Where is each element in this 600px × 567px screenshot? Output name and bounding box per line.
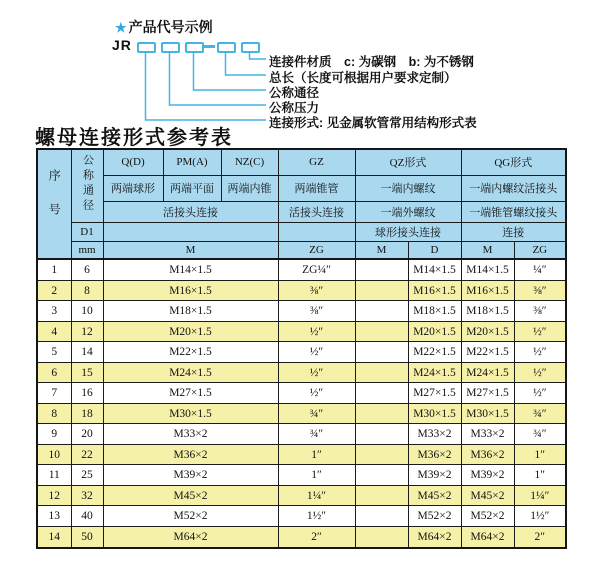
cell-no: 8: [37, 403, 71, 424]
cell-qz-d: M14×1.5: [408, 259, 461, 280]
cell-m: M45×2: [103, 485, 278, 506]
cell-qg-m: M45×2: [461, 485, 514, 506]
cell-dn: 15: [71, 362, 103, 383]
product-code-heading-text: 产品代号示例: [128, 19, 213, 35]
cell-qz-m: [355, 444, 408, 465]
table-row: [37, 301, 566, 322]
cell-qg-zg: ½″: [514, 362, 566, 383]
star-icon: ★: [115, 20, 127, 35]
header-qg-sub1: 一端内螺纹活接头: [461, 175, 566, 201]
header-d1: D1: [71, 222, 103, 241]
cell-dn: 6: [71, 259, 103, 280]
cell-dn: 25: [71, 465, 103, 486]
cell-qg-m: M18×1.5: [461, 301, 514, 322]
cell-qz-m: [355, 506, 408, 527]
cell-qg-m: M64×2: [461, 527, 514, 549]
cell-no: 14: [37, 527, 71, 549]
code-prefix: JR: [112, 37, 132, 53]
cell-m: M24×1.5: [103, 362, 278, 383]
cell-qz-d: M18×1.5: [408, 301, 461, 322]
table-row: [37, 362, 566, 383]
cell-qz-m: [355, 301, 408, 322]
cell-zg: ZG¼″: [278, 259, 355, 280]
header-qg-zg: ZG: [514, 241, 566, 259]
table-row: [37, 342, 566, 363]
header-qz-sub1: 一端内螺纹: [355, 175, 461, 201]
cell-dn: 18: [71, 403, 103, 424]
header-nz-sub: 两端内锥: [221, 175, 278, 201]
header-gz-huojietou: 活接头连接: [278, 201, 355, 222]
cell-qg-m: M16×1.5: [461, 280, 514, 301]
cell-qg-m: M33×2: [461, 424, 514, 445]
cell-m: M14×1.5: [103, 259, 278, 280]
nut-connection-table: [36, 148, 567, 549]
cell-qg-m: M39×2: [461, 465, 514, 486]
cell-m: M64×2: [103, 527, 278, 549]
cell-dn: 50: [71, 527, 103, 549]
cell-qz-d: M24×1.5: [408, 362, 461, 383]
cell-qz-d: M52×2: [408, 506, 461, 527]
table-row: [37, 403, 566, 424]
label-nominal-dia: 公称通径: [269, 86, 320, 100]
cell-qg-zg: ⅜″: [514, 280, 566, 301]
cell-no: 10: [37, 444, 71, 465]
cell-no: 4: [37, 321, 71, 342]
header-mm: mm: [71, 241, 103, 259]
header-gz-sub: 两端锥管: [278, 175, 355, 201]
cell-qz-m: [355, 527, 408, 549]
header-qg-sub2: 一端锥管螺纹接头: [461, 201, 566, 222]
cell-no: 1: [37, 259, 71, 280]
cell-m: M20×1.5: [103, 321, 278, 342]
cell-m: M39×2: [103, 465, 278, 486]
cell-qg-zg: 1¼″: [514, 485, 566, 506]
cell-zg: ⅜″: [278, 301, 355, 322]
cell-dn: 40: [71, 506, 103, 527]
header-qz-d: D: [408, 241, 461, 259]
cell-m: M33×2: [103, 424, 278, 445]
header-pm-sub: 两端平面: [163, 175, 221, 201]
cell-zg: ⅜″: [278, 280, 355, 301]
cell-qg-zg: 2″: [514, 527, 566, 549]
cell-m: M36×2: [103, 444, 278, 465]
cell-no: 7: [37, 383, 71, 404]
label-material: 连接件材质 c: 为碳钢 b: 为不锈钢: [269, 55, 474, 69]
cell-dn: 10: [71, 301, 103, 322]
cell-qz-d: M16×1.5: [408, 280, 461, 301]
table-row: [37, 506, 566, 527]
header-m-merged: M: [103, 241, 278, 259]
table-row: [37, 259, 566, 280]
cell-m: M30×1.5: [103, 403, 278, 424]
cell-dn: 16: [71, 383, 103, 404]
cell-qg-m: M14×1.5: [461, 259, 514, 280]
cell-dn: 32: [71, 485, 103, 506]
header-col-qg: QG形式: [461, 149, 566, 175]
cell-dn: 8: [71, 280, 103, 301]
header-zg-gz: ZG: [278, 241, 355, 259]
cell-zg: ¾″: [278, 424, 355, 445]
cell-qg-zg: ½″: [514, 383, 566, 404]
cell-qz-d: M33×2: [408, 424, 461, 445]
table-row: [37, 465, 566, 486]
header-qz-sub3: 球形接头连接: [355, 222, 461, 241]
cell-qg-m: M22×1.5: [461, 342, 514, 363]
cell-zg: ½″: [278, 342, 355, 363]
cell-no: 11: [37, 465, 71, 486]
header-gongchengtongjing: 公称通径: [71, 149, 103, 222]
label-nominal-press: 公称压力: [269, 101, 320, 115]
cell-qz-d: M20×1.5: [408, 321, 461, 342]
header-col-qz: QZ形式: [355, 149, 461, 175]
cell-qg-zg: ¾″: [514, 403, 566, 424]
cell-m: M16×1.5: [103, 280, 278, 301]
cell-zg: 1″: [278, 465, 355, 486]
cell-qg-zg: 1″: [514, 444, 566, 465]
cell-qg-zg: ½″: [514, 321, 566, 342]
cell-no: 6: [37, 362, 71, 383]
header-qz-m: M: [355, 241, 408, 259]
cell-qz-d: M27×1.5: [408, 383, 461, 404]
header-xuhao: 序号: [37, 149, 71, 259]
cell-zg: 2″: [278, 527, 355, 549]
cell-qz-m: [355, 424, 408, 445]
cell-qg-m: M52×2: [461, 506, 514, 527]
cell-zg: ½″: [278, 383, 355, 404]
cell-no: 2: [37, 280, 71, 301]
cell-qg-zg: ½″: [514, 342, 566, 363]
cell-qg-zg: 1″: [514, 465, 566, 486]
cell-qz-m: [355, 342, 408, 363]
cell-qg-zg: ¼″: [514, 259, 566, 280]
cell-dn: 14: [71, 342, 103, 363]
cell-qg-m: M30×1.5: [461, 403, 514, 424]
cell-qz-d: M64×2: [408, 527, 461, 549]
cell-m: M18×1.5: [103, 301, 278, 322]
header-col-q: Q(D): [103, 149, 163, 175]
cell-qg-m: M24×1.5: [461, 362, 514, 383]
table-row: [37, 280, 566, 301]
table-row: [37, 444, 566, 465]
cell-no: 9: [37, 424, 71, 445]
header-empty-gz: [278, 222, 355, 241]
cell-no: 12: [37, 485, 71, 506]
header-col-pm: PM(A): [163, 149, 221, 175]
cell-no: 5: [37, 342, 71, 363]
table-title: 螺母连接形式参考表: [35, 125, 233, 149]
header-q-sub: 两端球形: [103, 175, 163, 201]
header-empty-left: [103, 222, 278, 241]
table-row: [37, 424, 566, 445]
cell-qz-m: [355, 259, 408, 280]
cell-qg-m: M20×1.5: [461, 321, 514, 342]
cell-qz-d: M22×1.5: [408, 342, 461, 363]
cell-no: 13: [37, 506, 71, 527]
cell-qz-m: [355, 465, 408, 486]
cell-zg: 1½″: [278, 506, 355, 527]
cell-no: 3: [37, 301, 71, 322]
cell-qz-m: [355, 362, 408, 383]
cell-qz-d: M36×2: [408, 444, 461, 465]
table-row: [37, 383, 566, 404]
cell-zg: ½″: [278, 362, 355, 383]
cell-zg: ¾″: [278, 403, 355, 424]
cell-qz-m: [355, 403, 408, 424]
table-row: [37, 527, 566, 549]
header-col-gz: GZ: [278, 149, 355, 175]
header-qg-sub3: 连接: [461, 222, 566, 241]
cell-qg-m: M36×2: [461, 444, 514, 465]
cell-qg-zg: ⅜″: [514, 301, 566, 322]
cell-qz-m: [355, 383, 408, 404]
table-body: [37, 259, 566, 548]
cell-zg: 1¼″: [278, 485, 355, 506]
cell-qz-d: M39×2: [408, 465, 461, 486]
cell-m: M22×1.5: [103, 342, 278, 363]
cell-m: M52×2: [103, 506, 278, 527]
header-huojietou: 活接头连接: [103, 201, 278, 222]
cell-dn: 22: [71, 444, 103, 465]
label-connection-form: 连接形式: 见金属软管常用结构形式表: [269, 116, 477, 130]
cell-dn: 12: [71, 321, 103, 342]
header-col-nz: NZ(C): [221, 149, 278, 175]
table-row: [37, 321, 566, 342]
cell-qz-d: M30×1.5: [408, 403, 461, 424]
table-row: [37, 485, 566, 506]
cell-qg-zg: ¾″: [514, 424, 566, 445]
cell-qz-m: [355, 280, 408, 301]
cell-m: M27×1.5: [103, 383, 278, 404]
cell-qz-m: [355, 321, 408, 342]
cell-qg-zg: 1½″: [514, 506, 566, 527]
label-total-length: 总长（长度可根据用户要求定制）: [269, 71, 457, 85]
header-qz-sub2: 一端外螺纹: [355, 201, 461, 222]
cell-qg-m: M27×1.5: [461, 383, 514, 404]
cell-dn: 20: [71, 424, 103, 445]
table-header: [37, 149, 566, 259]
header-qg-m: M: [461, 241, 514, 259]
cell-qz-d: M45×2: [408, 485, 461, 506]
cell-qz-m: [355, 485, 408, 506]
cell-zg: ½″: [278, 321, 355, 342]
cell-zg: 1″: [278, 444, 355, 465]
